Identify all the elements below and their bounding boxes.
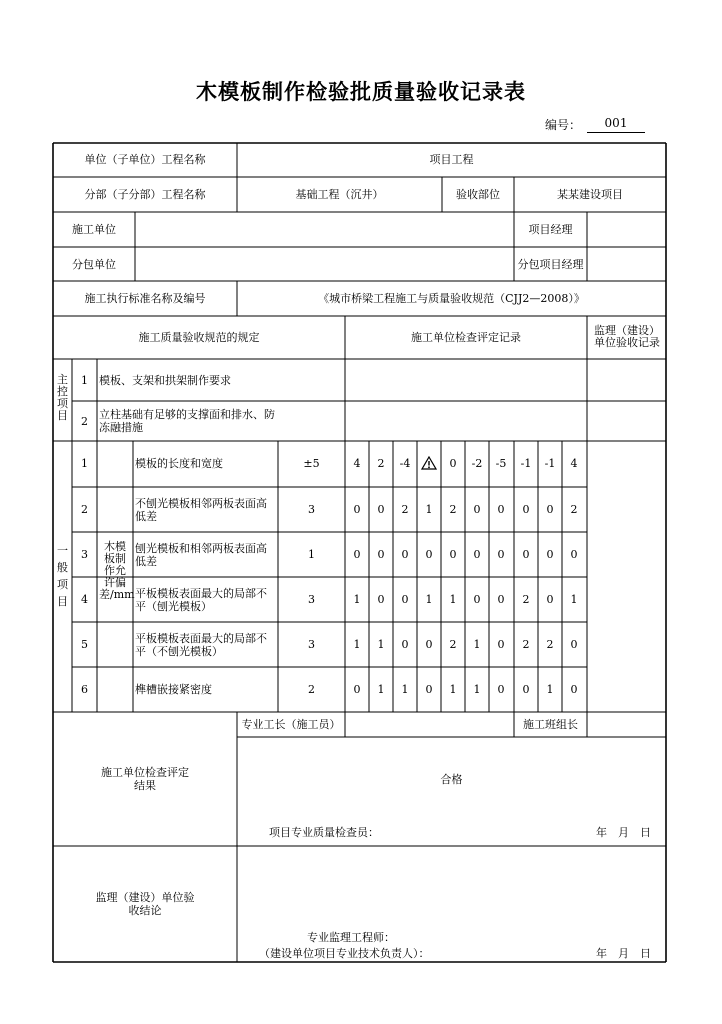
check-value: 1 xyxy=(570,592,578,606)
check-value: 0 xyxy=(497,502,505,516)
check-value: 1 xyxy=(425,592,433,606)
check-value: 1 xyxy=(401,682,409,696)
deviation-group-label: 木模板制作允许偏差/mm xyxy=(99,540,135,601)
general-item-no: 6 xyxy=(81,682,88,696)
check-value: 2 xyxy=(449,502,457,516)
general-items-label: 一般项目 xyxy=(57,544,68,608)
check-value: -5 xyxy=(495,456,507,470)
check-value: 0 xyxy=(377,502,385,516)
form-code-value: 001 xyxy=(587,116,645,133)
check-header: 施工单位检查评定记录 xyxy=(411,331,521,344)
check-value: 0 xyxy=(473,547,481,561)
unit-name-value: 项目工程 xyxy=(429,153,474,166)
check-value: 2 xyxy=(377,456,385,470)
check-value: 1 xyxy=(353,592,361,606)
general-item-text: 不刨光模板相邻两板表面高低差 xyxy=(135,496,267,523)
tolerance-value: 1 xyxy=(308,547,315,561)
main-item-no: 1 xyxy=(81,374,88,387)
form-code xyxy=(545,116,628,133)
subcontract-unit-label: 分包单位 xyxy=(72,258,116,271)
check-result-label: 施工单位检查评定结果 xyxy=(101,766,189,792)
owner-technician-label: （建设单位项目专业技术负责人）： xyxy=(259,947,430,960)
check-value: 0 xyxy=(377,547,385,561)
check-value: 0 xyxy=(377,592,385,606)
check-value: 0 xyxy=(473,502,481,516)
sub-project-manager-label: 分包项目经理 xyxy=(517,258,584,271)
general-item-no: 2 xyxy=(81,502,88,516)
tolerance-value: 3 xyxy=(308,637,315,651)
inspector-label: 项目专业质量检查员： xyxy=(269,826,379,839)
check-value: 1 xyxy=(546,682,554,696)
check-value: -1 xyxy=(544,456,556,470)
check-value: 0 xyxy=(546,547,554,561)
check-value: 1 xyxy=(449,592,457,606)
check-value: 1 xyxy=(449,682,457,696)
check-value: 1 xyxy=(473,637,481,651)
check-value: 0 xyxy=(546,592,554,606)
form-title: 木模板制作检验批质量验收记录表 xyxy=(196,80,526,104)
check-value: 0 xyxy=(570,547,578,561)
tolerance-value: ±5 xyxy=(303,456,320,470)
general-item-text: 模板的长度和宽度 xyxy=(135,456,223,470)
check-value: 2 xyxy=(546,637,554,651)
sub-project-label: 分部（子分部）工程名称 xyxy=(84,188,206,201)
check-value: 2 xyxy=(449,637,457,651)
construct-unit-label: 施工单位 xyxy=(72,223,116,236)
check-value: 0 xyxy=(449,547,457,561)
tolerance-value: 2 xyxy=(308,682,315,696)
check-value: 0 xyxy=(425,547,433,561)
general-item-no: 1 xyxy=(81,456,88,470)
standard-value: 《城市桥梁工程施工与质量验收规范（CJJ2—2008）》 xyxy=(318,292,585,305)
check-value: -1 xyxy=(520,456,532,470)
supervise-date: 年 月 日 xyxy=(596,947,651,960)
check-value: 1 xyxy=(353,637,361,651)
check-value: 1 xyxy=(377,637,385,651)
check-value: 0 xyxy=(353,547,361,561)
check-value: 0 xyxy=(353,502,361,516)
check-value: 0 xyxy=(546,502,554,516)
unit-name-label: 单位（子单位）工程名称 xyxy=(84,153,206,166)
check-value: 0 xyxy=(473,592,481,606)
check-value: 2 xyxy=(522,592,530,606)
check-value: 0 xyxy=(570,682,578,696)
check-date: 年 月 日 xyxy=(596,826,651,839)
general-item-text: 榫槽嵌接紧密度 xyxy=(135,682,212,696)
supervise-engineer-label: 专业监理工程师： xyxy=(307,931,395,944)
check-value: 2 xyxy=(401,502,409,516)
check-value: 4 xyxy=(353,456,361,470)
check-value: 1 xyxy=(377,682,385,696)
check-value: 0 xyxy=(449,456,457,470)
accept-part-label: 验收部位 xyxy=(456,188,500,201)
check-value: 4 xyxy=(570,456,578,470)
check-value: -2 xyxy=(471,456,483,470)
general-item-text: 刨光模板和相邻两板表面高低差 xyxy=(135,541,267,568)
general-item-no: 5 xyxy=(81,637,88,651)
check-value: 0 xyxy=(401,547,409,561)
sub-project-value: 基础工程（沉井） xyxy=(295,188,384,201)
check-value: 1 xyxy=(425,502,433,516)
main-item-text: 模板、支架和拱架制作要求 xyxy=(99,374,231,387)
check-value: -4 xyxy=(399,456,411,470)
check-value: 2 xyxy=(570,502,578,516)
check-value: 0 xyxy=(522,547,530,561)
warning-icon xyxy=(417,457,441,470)
tolerance-value: 3 xyxy=(308,592,315,606)
check-value: 0 xyxy=(522,502,530,516)
check-value: 0 xyxy=(497,547,505,561)
check-value: 0 xyxy=(401,592,409,606)
tolerance-value: 3 xyxy=(308,502,315,516)
general-item-text: 平板模板表面最大的局部不平（刨光模板） xyxy=(135,586,267,613)
spec-header: 施工质量验收规范的规定 xyxy=(138,331,260,344)
check-value: 0 xyxy=(401,637,409,651)
check-value: 0 xyxy=(522,682,530,696)
main-item-no: 2 xyxy=(81,415,88,428)
check-value: 0 xyxy=(497,637,505,651)
main-item-text: 立柱基础有足够的支撑面和排水、防冻融措施 xyxy=(99,408,275,434)
accept-part-value: 某某建设项目 xyxy=(557,188,623,201)
check-value: 0 xyxy=(425,682,433,696)
check-value: 0 xyxy=(425,637,433,651)
general-item-no: 3 xyxy=(81,547,88,561)
standard-label: 施工执行标准名称及编号 xyxy=(84,292,206,305)
check-value: 0 xyxy=(353,682,361,696)
check-value: 0 xyxy=(497,592,505,606)
supervise-conclusion-label: 监理（建设）单位验收结论 xyxy=(95,891,195,917)
check-value: 0 xyxy=(570,637,578,651)
foreman-label: 专业工长（施工员） xyxy=(241,718,341,731)
check-result-value: 合格 xyxy=(440,773,463,786)
check-value: 1 xyxy=(473,682,481,696)
form-code-label: 编号： xyxy=(545,118,582,132)
check-value: 2 xyxy=(522,637,530,651)
main-items-label: 主控项目 xyxy=(57,373,68,422)
supervise-header: 监理（建设）单位验收记录 xyxy=(594,324,660,349)
general-item-text: 平板模板表面最大的局部不平（不刨光模板） xyxy=(135,631,267,658)
team-leader-label: 施工班组长 xyxy=(523,718,578,731)
general-item-no: 4 xyxy=(81,592,88,606)
project-manager-label: 项目经理 xyxy=(528,223,573,236)
check-value: 0 xyxy=(497,682,505,696)
